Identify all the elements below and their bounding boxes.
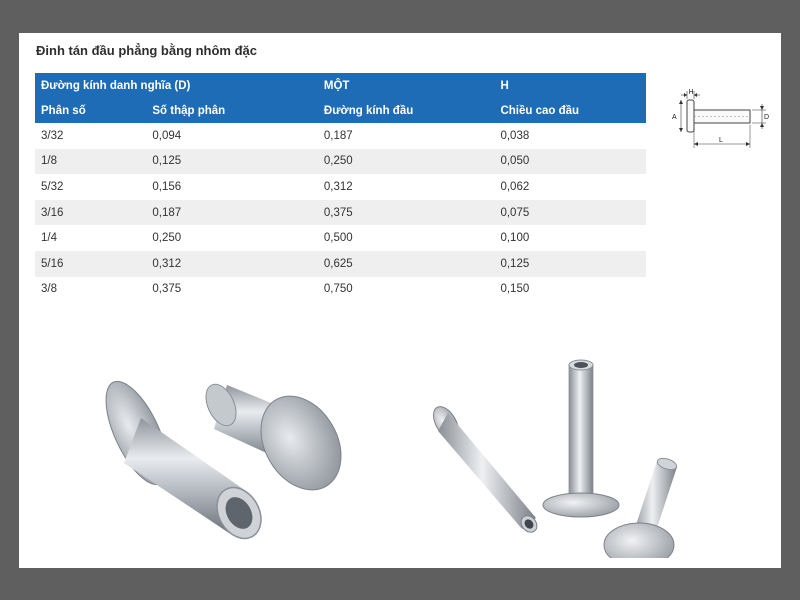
cell-head-height: 0,062 (500, 180, 530, 193)
cell-decimal: 0,250 (152, 232, 182, 245)
diagram-label-a: A (672, 114, 677, 121)
cell-head-diameter: 0,375 (318, 200, 495, 226)
diagram-label-d: D (764, 114, 770, 121)
cell-fraction: 5/16 (35, 251, 146, 277)
rivet-standing (543, 360, 619, 517)
steel-rivets-photo (424, 353, 699, 558)
table-header-row (35, 73, 646, 98)
cell-head-diameter: 0,187 (323, 129, 353, 142)
cell-decimal: 0,375 (152, 283, 182, 296)
header-head-diameter-group: MỘT (318, 73, 495, 98)
cell-head-height: 0,075 (494, 200, 646, 226)
cell-fraction: 5/32 (41, 180, 64, 193)
cell-fraction: 3/32 (41, 129, 64, 142)
cell-head-diameter: 0,750 (323, 283, 353, 296)
table-row (35, 225, 646, 251)
cell-head-height: 0,100 (500, 232, 530, 245)
cell-head-diameter: 0,500 (323, 232, 353, 245)
hollow-rivets-photo (79, 343, 379, 558)
cell-fraction: 1/4 (41, 232, 57, 245)
cell-head-height: 0,050 (494, 149, 646, 175)
header-head-diameter: Đường kính đầu (318, 98, 495, 123)
header-fraction: Phân số (35, 98, 146, 123)
cell-decimal: 0,125 (146, 149, 318, 175)
table-row (35, 200, 646, 226)
cell-head-diameter: 0,250 (318, 149, 495, 175)
header-nominal-diameter: Đường kính danh nghĩa (D) (35, 73, 318, 98)
product-card (19, 33, 781, 568)
header-head-height-group: H (494, 73, 646, 98)
page-title: Đinh tán đầu phẳng bằng nhôm đặc (36, 43, 257, 58)
table-row (35, 174, 646, 200)
cell-decimal: 0,312 (146, 251, 318, 277)
cell-head-height: 0,150 (500, 283, 530, 296)
diagram-label-l: L (719, 137, 723, 144)
rivet-dimension-diagram (659, 88, 774, 163)
cell-fraction: 1/8 (35, 149, 146, 175)
table-row (35, 277, 646, 303)
table-row (35, 149, 646, 175)
cell-decimal: 0,187 (146, 200, 318, 226)
cell-fraction: 3/8 (41, 283, 57, 296)
cell-decimal: 0,094 (152, 129, 182, 142)
cell-head-height: 0,125 (494, 251, 646, 277)
header-decimal: Số thập phân (146, 98, 318, 123)
diagram-label-h: H (688, 89, 694, 96)
cell-decimal: 0,156 (152, 180, 182, 193)
cell-head-diameter: 0,625 (318, 251, 495, 277)
header-head-height: Chiều cao đầu (494, 98, 646, 123)
table-row (35, 123, 646, 149)
table-subheader-row (35, 98, 646, 123)
cell-head-height: 0,038 (500, 129, 530, 142)
table-row (35, 251, 646, 277)
cell-head-diameter: 0,312 (323, 180, 353, 193)
spec-table (35, 73, 646, 302)
rivet-lying (428, 402, 540, 535)
cell-fraction: 3/16 (35, 200, 146, 226)
